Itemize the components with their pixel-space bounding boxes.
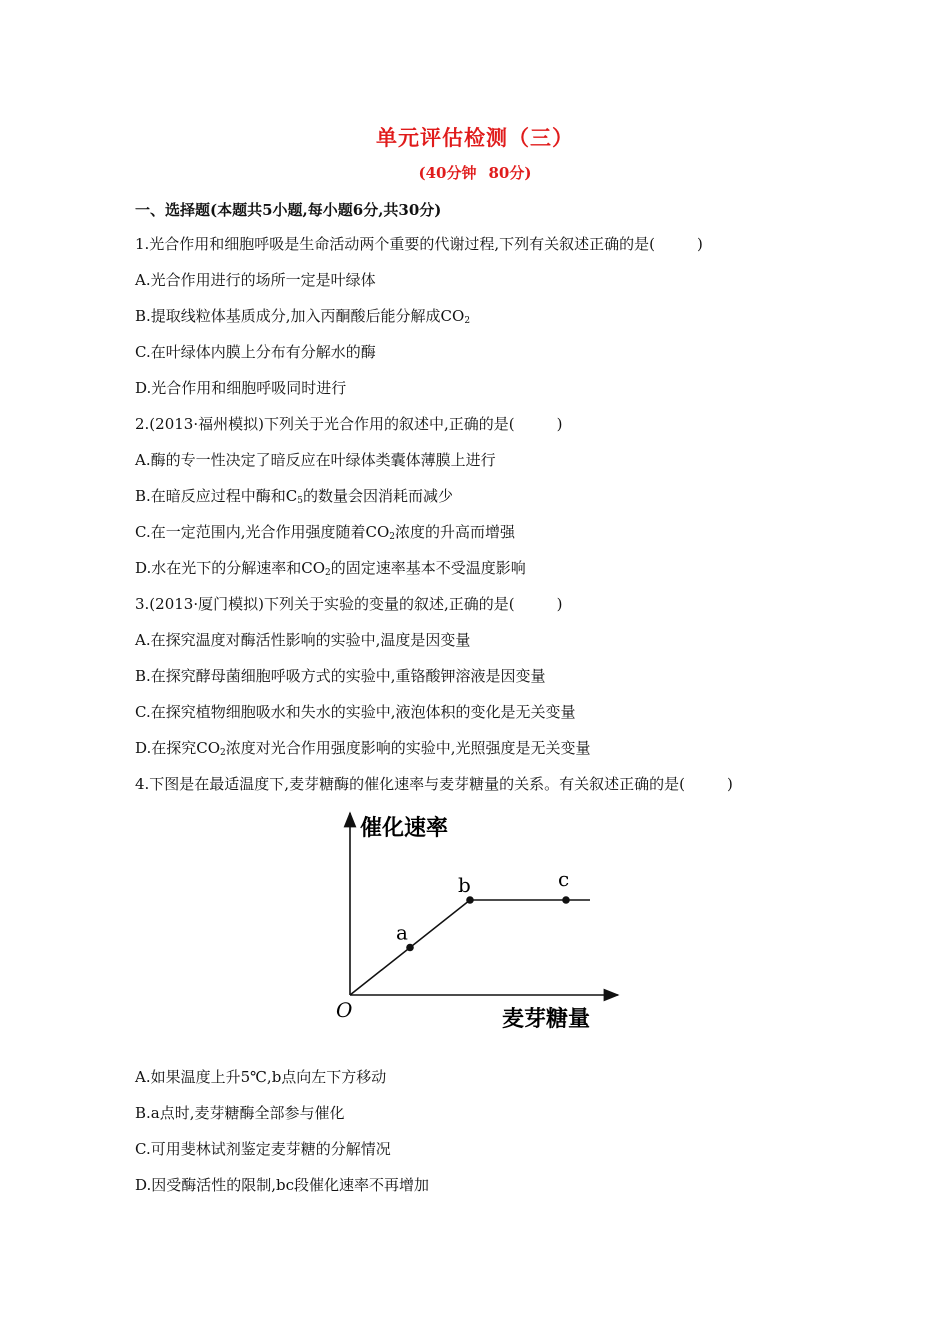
- question-2-stem: [135, 413, 562, 434]
- point-b: [466, 896, 474, 904]
- subscript: 2: [389, 532, 395, 542]
- q3-option-c: C.在探究植物细胞吸水和失水的实验中,液泡体积的变化是无关变量: [135, 703, 576, 721]
- q2-option-c: [135, 521, 515, 542]
- exam-info: [0, 162, 950, 183]
- q1-option-b-text: B.提取线粒体基质成分,加入丙酮酸后能分解成CO: [135, 307, 465, 325]
- q2-option-b: [135, 485, 453, 506]
- point-c: [562, 896, 570, 904]
- subscript: 2: [325, 568, 331, 578]
- question-4-text: 4.下图是在最适温度下,麦芽糖酶的催化速率与麦芽糖量的关系。有关叙述正确的是(: [135, 775, 685, 793]
- point-label-a: a: [396, 920, 408, 945]
- q2-option-c-text-post: 浓度的升高而增强: [395, 523, 516, 541]
- q3-option-d: [135, 737, 591, 758]
- q2-option-d-text: D.水在光下的分解速率和CO: [135, 559, 326, 577]
- q3-option-b: B.在探究酵母菌细胞呼吸方式的实验中,重铬酸钾溶液是因变量: [135, 667, 546, 685]
- q2-option-a: A.酶的专一性决定了暗反应在叶绿体类囊体薄膜上进行: [135, 451, 496, 469]
- q2-option-c-text: C.在一定范围内,光合作用强度随着CO: [135, 523, 390, 541]
- question-1-stem: [135, 233, 703, 254]
- q4-option-c: C.可用斐林试剂鉴定麦芽糖的分解情况: [135, 1140, 391, 1158]
- q3-option-a: A.在探究温度对酶活性影响的实验中,温度是因变量: [135, 631, 471, 649]
- point-a: [406, 944, 414, 952]
- exam-time: (40分钟: [418, 164, 477, 182]
- exam-score: 80分): [488, 164, 532, 182]
- q3-option-d-text: D.在探究CO: [135, 739, 221, 757]
- question-2-text: 2.(2013·福州模拟)下列关于光合作用的叙述中,正确的是(: [135, 415, 515, 433]
- q2-option-d-text-post: 的固定速率基本不受温度影响: [330, 559, 526, 577]
- question-3-text: 3.(2013·厦门模拟)下列关于实验的变量的叙述,正确的是(: [135, 595, 515, 613]
- q1-option-d: D.光合作用和细胞呼吸同时进行: [135, 379, 347, 397]
- point-label-b: b: [458, 873, 471, 897]
- subscript: 2: [220, 748, 226, 758]
- section-heading: 一、选择题(本题共5小题,每小题6分,共30分): [135, 201, 442, 219]
- enzyme-rate-chart: [330, 808, 630, 1038]
- subscript: 2: [464, 316, 471, 326]
- q2-option-b-text: B.在暗反应过程中酶和C: [135, 487, 298, 505]
- point-label-c: c: [558, 867, 570, 891]
- q1-option-b: [135, 305, 470, 326]
- question-3-stem: [135, 593, 562, 614]
- page-title: 单元评估检测（三）: [376, 125, 574, 150]
- question-1-text: 1.光合作用和细胞呼吸是生命活动两个重要的代谢过程,下列有关叙述正确的是(: [135, 235, 655, 253]
- question-3-paren-close: ): [556, 595, 563, 613]
- question-2-paren-close: ): [556, 415, 563, 433]
- q4-option-d: D.因受酶活性的限制,bc段催化速率不再增加: [135, 1176, 430, 1194]
- x-axis-label: 麦芽糖量: [502, 1007, 591, 1032]
- q4-option-b: B.a点时,麦芽糖酶全部参与催化: [135, 1104, 345, 1122]
- q1-option-a: A.光合作用进行的场所一定是叶绿体: [135, 271, 376, 289]
- q3-option-d-text-post: 浓度对光合作用强度影响的实验中,光照强度是无关变量: [225, 739, 591, 757]
- q2-option-d: [135, 557, 526, 578]
- y-axis-label: 催化速率: [360, 816, 449, 841]
- question-4-paren-close: ): [726, 775, 733, 793]
- q1-option-c: C.在叶绿体内膜上分布有分解水的酶: [135, 343, 376, 361]
- subscript: 5: [297, 496, 304, 506]
- series-line: [350, 900, 590, 995]
- q2-option-b-text-post: 的数量会因消耗而减少: [303, 487, 454, 505]
- origin-label: O: [336, 998, 353, 1022]
- question-4-stem: [135, 773, 733, 794]
- q4-option-a: A.如果温度上升5℃,b点向左下方移动: [135, 1068, 387, 1086]
- question-1-paren-close: ): [696, 235, 703, 253]
